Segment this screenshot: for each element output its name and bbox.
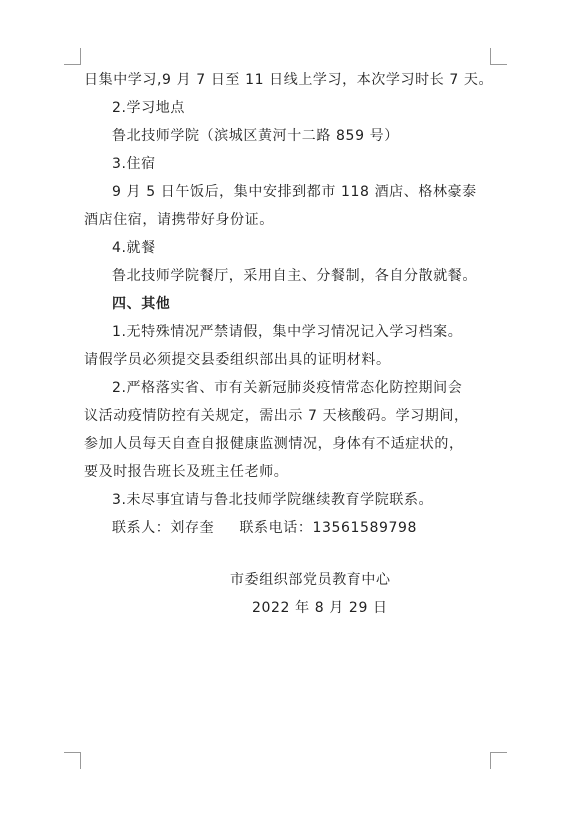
text-line: 1.无特殊情况严禁请假，集中学习情况记入学习档案。 [112, 324, 463, 340]
issue-date: 2022 年 8 月 29 日 [252, 600, 388, 616]
text-line: 要及时报告班长及班主任老师。 [84, 464, 289, 480]
section-heading-dining: 4.就餐 [112, 240, 156, 256]
text-line: 请假学员必须提交县委组织部出具的证明材料。 [84, 352, 391, 368]
text-line: 鲁北技师学院（滨城区黄河十二路 859 号） [112, 128, 399, 144]
text-line: 9 月 5 日午饭后，集中安排到都市 118 酒店、格林豪泰 [112, 184, 477, 200]
text-line: 议活动疫情防控有关规定，需出示 7 天核酸码。学习期间， [84, 408, 469, 424]
section-heading-location: 2.学习地点 [112, 100, 185, 116]
text-line: 酒店住宿，请携带好身份证。 [84, 212, 274, 228]
text-line: 日集中学习,9 月 7 日至 11 日线上学习，本次学习时长 7 天。 [84, 72, 494, 88]
text-line: 2.严格落实省、市有关新冠肺炎疫情常态化防控期间会 [112, 380, 463, 396]
contact-line: 联系人：刘存奎 联系电话：13561589798 [112, 520, 418, 536]
crop-mark-bottom-left [64, 752, 81, 769]
text-line: 3.未尽事宜请与鲁北技师学院继续教育学院联系。 [112, 492, 434, 508]
crop-mark-top-left [64, 48, 81, 65]
section-heading-lodging: 3.住宿 [112, 156, 156, 172]
crop-mark-top-right [490, 48, 507, 65]
issuer: 市委组织部党员教育中心 [230, 572, 391, 588]
crop-mark-bottom-right [490, 752, 507, 769]
section-heading-other: 四、其他 [112, 296, 171, 312]
text-line: 鲁北技师学院餐厅，采用自主、分餐制，各自分散就餐。 [112, 268, 477, 284]
text-line: 参加人员每天自查自报健康监测情况，身体有不适症状的， [84, 436, 464, 452]
